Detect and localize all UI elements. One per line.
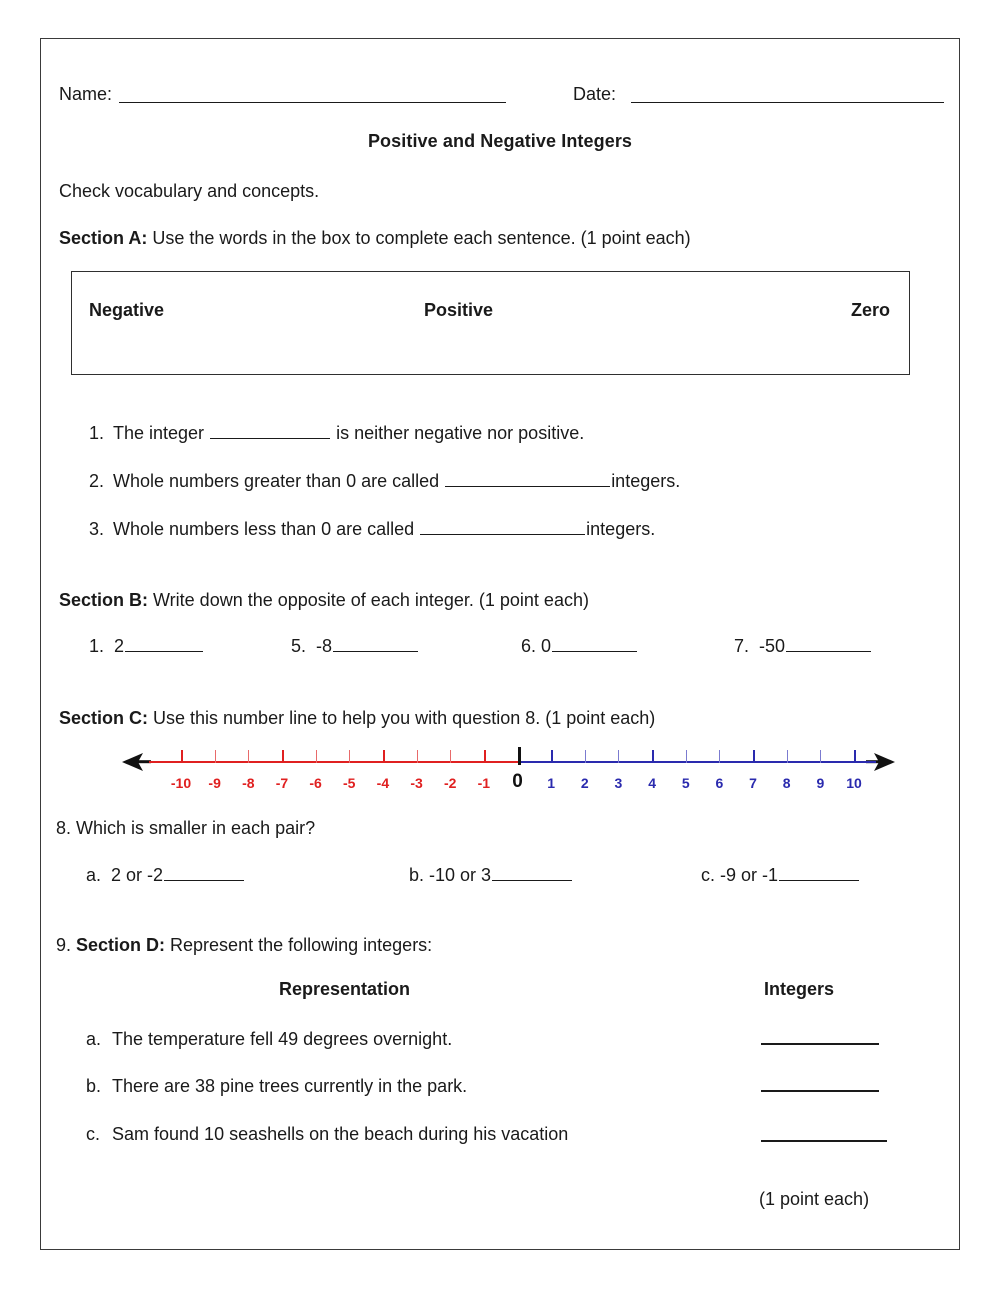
column-header-representation: Representation [279,979,411,999]
section-b-item-1-value: 2 [114,636,125,656]
section-d-row-b-blank[interactable] [761,1090,879,1092]
section-d-row-a-letter: a. [86,1029,102,1049]
number-line-tick-4 [652,750,654,763]
section-d-row-a-text: The temperature fell 49 degrees overnight. [112,1029,453,1049]
section-d-row-c-text: Sam found 10 seashells on the beach during his vacation [112,1124,569,1144]
section-d-row-c-letter: c. [86,1124,101,1144]
worksheet-page [40,38,960,1250]
section-d-heading [56,933,432,957]
number-line-negative-axis [149,761,518,763]
number-line-tick-10 [854,750,856,763]
question-8-pair-b-blank[interactable] [492,865,572,881]
question-a3-text-before: Whole numbers less than 0 are called [113,519,420,539]
section-b-item-6-number: 6. [521,636,537,656]
question-a1-text-after: is neither negative nor positive. [331,423,585,443]
points-note: (1 point each) [759,1189,870,1209]
question-a3-number: 3. [89,519,105,539]
word-bank-negative: Negative [89,300,165,320]
number-line-label--3: -3 [410,775,423,791]
intro-text: Check vocabulary and concepts. [59,181,320,201]
question-a3-text-after: integers. [586,519,656,539]
section-c-label: Section C: [59,708,149,728]
section-d-row-c-blank[interactable] [761,1140,887,1142]
section-b-instruction: Write down the opposite of each integer. (1 point each) [148,590,589,610]
question-8-pair-a-text: 2 or -2 [111,865,164,885]
number-line-tick--1 [484,750,486,763]
section-b-item-1-number: 1. [89,636,105,656]
question-8-pair-b [409,863,573,887]
number-line-label-9: 9 [816,775,825,791]
question-a2-text-after: integers. [611,471,681,491]
number-line-tick-5 [686,750,687,763]
number-line-tick--5 [349,750,350,763]
section-b-item-5-number: 5. [291,636,307,656]
name-label: Name: [59,84,113,104]
question-a2-number: 2. [89,471,105,491]
section-c-instruction: Use this number line to help you with question 8. (1 point each) [148,708,656,728]
question-8-pair-b-letter: b. [409,865,425,885]
question-8-prompt: 8. Which is smaller in each pair? [56,818,316,838]
left-arrow-icon [121,751,151,773]
question-8-pair-a [86,863,245,887]
section-a-label: Section A: [59,228,148,248]
section-d-instruction: Represent the following integers: [165,935,433,955]
date-input-line[interactable] [631,102,944,103]
question-a3-blank[interactable] [420,519,585,535]
number-line-positive-axis [518,761,877,763]
number-line-tick-9 [820,750,821,763]
number-line-label-1: 1 [547,775,556,791]
number-line-label--4: -4 [376,775,390,791]
section-d-row-a [86,1027,452,1051]
question-8-pair-c-blank[interactable] [779,865,859,881]
column-header-integers: Integers [764,979,835,999]
number-line-label--9: -9 [208,775,221,791]
section-b-item-5-value: -8 [316,636,333,656]
number-line-label--8: -8 [242,775,255,791]
section-b-heading [59,588,589,612]
question-a1 [89,421,584,445]
date-label: Date: [573,84,617,104]
number-line-label--1: -1 [477,775,491,791]
number-line-tick-7 [753,750,755,763]
section-b-item-7-value: -50 [759,636,786,656]
number-line-tick--10 [181,750,183,763]
section-d-row-c [86,1122,568,1146]
section-b-item-7-number: 7. [734,636,750,656]
section-b-item-5 [291,634,419,658]
section-b-item-7-blank[interactable] [786,636,871,652]
number-line-label--10: -10 [170,775,192,791]
number-line-tick--2 [450,750,451,763]
section-b-label: Section B: [59,590,149,610]
question-8-pair-a-letter: a. [86,865,102,885]
word-bank-box [71,271,910,375]
question-8-pair-c-letter: c. [701,865,716,885]
number-line-label-8: 8 [782,775,791,791]
section-d-label: Section D: [76,935,166,955]
section-b-item-5-blank[interactable] [333,636,418,652]
question-8-pair-c [701,863,860,887]
section-b-item-6-blank[interactable] [552,636,637,652]
question-a2 [89,469,680,493]
section-c-heading [59,706,655,730]
number-line-tick-0 [518,747,521,765]
section-b-item-6-value: 0 [541,636,552,656]
question-8-pair-b-text: -10 or 3 [429,865,492,885]
number-line-label-6: 6 [715,775,724,791]
section-d-number: 9. [56,935,77,955]
number-line-label-4: 4 [648,775,656,791]
section-a-instruction: Use the words in the box to complete each sentence. (1 point each) [147,228,691,248]
number-line-tick-3 [618,750,619,763]
number-line-label--5: -5 [343,775,356,791]
question-a1-blank[interactable] [210,423,330,439]
number-line-label-10: 10 [846,775,862,791]
section-a-heading [59,226,691,250]
number-line-tick--3 [417,750,418,763]
number-line-tick--8 [248,750,249,763]
number-line-label-5: 5 [681,775,690,791]
question-8-pair-a-blank[interactable] [164,865,244,881]
question-8-pair-c-text: -9 or -1 [720,865,779,885]
question-a3 [89,517,655,541]
section-d-row-b [86,1074,467,1098]
number-line-label-0: 0 [512,771,523,792]
number-line-tick--6 [316,750,317,763]
section-b-item-7 [734,634,872,658]
number-line-tick-8 [787,750,788,763]
word-bank-positive: Positive [424,300,494,320]
number-line-label--2: -2 [443,775,457,791]
section-b-item-1 [89,634,204,658]
number-line-tick--7 [282,750,284,763]
number-line-label--7: -7 [275,775,289,791]
number-line-label-7: 7 [749,775,757,791]
section-d-row-a-blank[interactable] [761,1043,879,1045]
number-line-label--6: -6 [309,775,322,791]
question-a1-number: 1. [89,423,105,443]
section-d-row-b-text: There are 38 pine trees currently in the park. [112,1076,468,1096]
question-a2-text-before: Whole numbers greater than 0 are called [113,471,445,491]
page-title: Positive and Negative Integers [367,131,633,151]
number-line-tick-2 [585,750,586,763]
name-date-row [59,83,945,109]
number-line-tick-1 [551,750,553,763]
number-line-label-2: 2 [580,775,589,791]
number-line-tick--4 [383,750,385,763]
name-input-line[interactable] [119,102,506,103]
number-line-tick-6 [719,750,720,763]
number-line-tick--9 [215,750,216,763]
section-b-item-1-blank[interactable] [125,636,203,652]
number-line-label-3: 3 [614,775,623,791]
question-a2-blank[interactable] [445,471,610,487]
section-d-row-b-letter: b. [86,1076,102,1096]
question-a1-text-before: The integer [113,423,210,443]
number-line [121,739,911,799]
word-bank-zero: Zero [850,300,890,320]
section-b-item-6 [521,634,638,658]
